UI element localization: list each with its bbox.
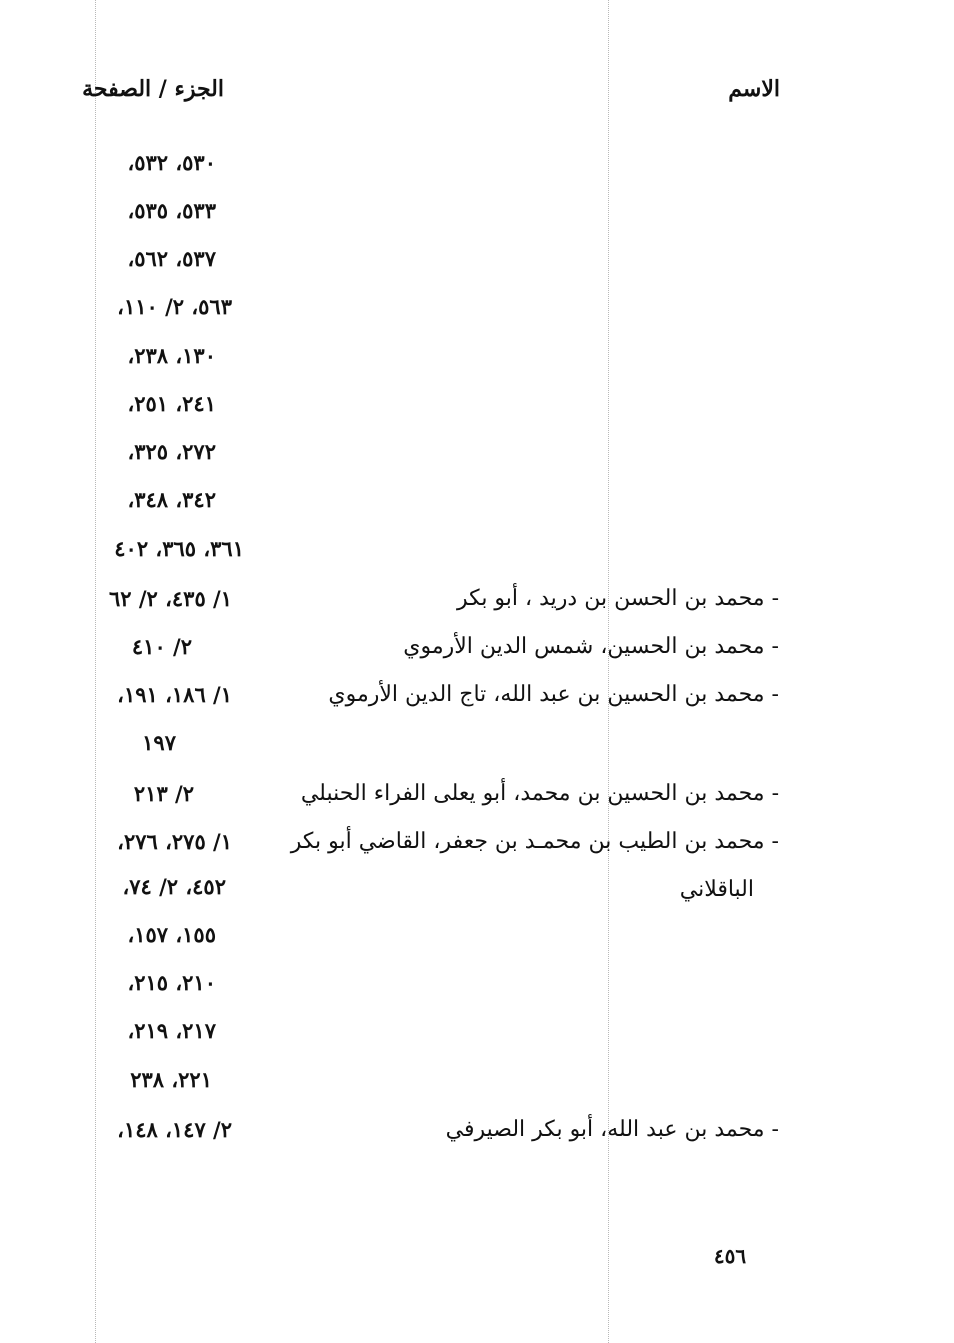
ref-line: ٥٦٣، ٢/ ١١٠، <box>117 294 232 319</box>
ref-line: ٣٤٢، ٣٤٨، <box>127 487 216 512</box>
entry-name: - محمد بن الطيب بن محمـد بن جعفر، القاضي أبو بكر <box>290 829 779 854</box>
entry-ref: ٢/ ٢١٣ <box>133 781 194 806</box>
entry-ref: ١/ ١٨٦، ١٩١، <box>117 682 232 707</box>
ref-line: ٥٣٣، ٥٣٥، <box>127 198 216 223</box>
entry-ref-continued: ١٩٧ <box>142 730 176 755</box>
entry-name-continued: الباقلاني <box>679 877 754 902</box>
entry-ref-continued: ٢١٧، ٢١٩، <box>127 1018 216 1043</box>
entry-ref-continued: ٢٢١، ٢٣٨ <box>130 1067 212 1092</box>
ref-line: ٥٣٧، ٥٦٢، <box>127 246 216 271</box>
entry-name: - محمد بن الحسين بن عبد الله، تاج الدين الأرموي <box>328 682 779 707</box>
ref-line: ٢٧٢، ٣٢٥، <box>127 439 216 464</box>
entry-name: - محمد بن الحسين، شمس الدين الأرموي <box>403 634 779 659</box>
entry-ref-continued: ٢١٠، ٢١٥، <box>127 970 216 995</box>
entry-ref: ٢/ ٤١٠ <box>131 634 192 659</box>
entry-ref-continued: ١٥٥، ١٥٧، <box>127 922 216 947</box>
ref-line: ٢٤١، ٢٥١، <box>127 391 216 416</box>
entry-name: - محمد بن الحسن بن دريد ، أبو بكر <box>457 586 779 611</box>
column-rule-left <box>95 0 96 1343</box>
ref-column-header: الجزء / الصفحة <box>82 76 224 102</box>
entry-ref: ١/ ٤٣٥، ٢/ ٦٢ <box>108 586 232 611</box>
entry-ref: ١/ ٢٧٥، ٢٧٦، <box>117 829 232 854</box>
name-column-header: الاسم <box>728 76 780 102</box>
ref-line: ٣٦١، ٣٦٥، ٤٠٢ <box>114 536 244 561</box>
entry-name: - محمد بن الحسين بن محمد، أبو يعلى الفراء الحنبلي <box>300 781 779 806</box>
ref-line: ١٣٠، ٢٣٨، <box>127 343 216 368</box>
entry-ref-continued: ٤٥٢، ٢/ ٧٤، <box>122 874 226 899</box>
entry-name: - محمد بن عبد الله، أبو بكر الصيرفي <box>445 1117 779 1142</box>
entry-ref: ٢/ ١٤٧، ١٤٨، <box>117 1117 232 1142</box>
page-number: ٤٥٦ <box>713 1244 747 1268</box>
ref-line: ٥٣٠، ٥٣٢، <box>127 150 216 175</box>
